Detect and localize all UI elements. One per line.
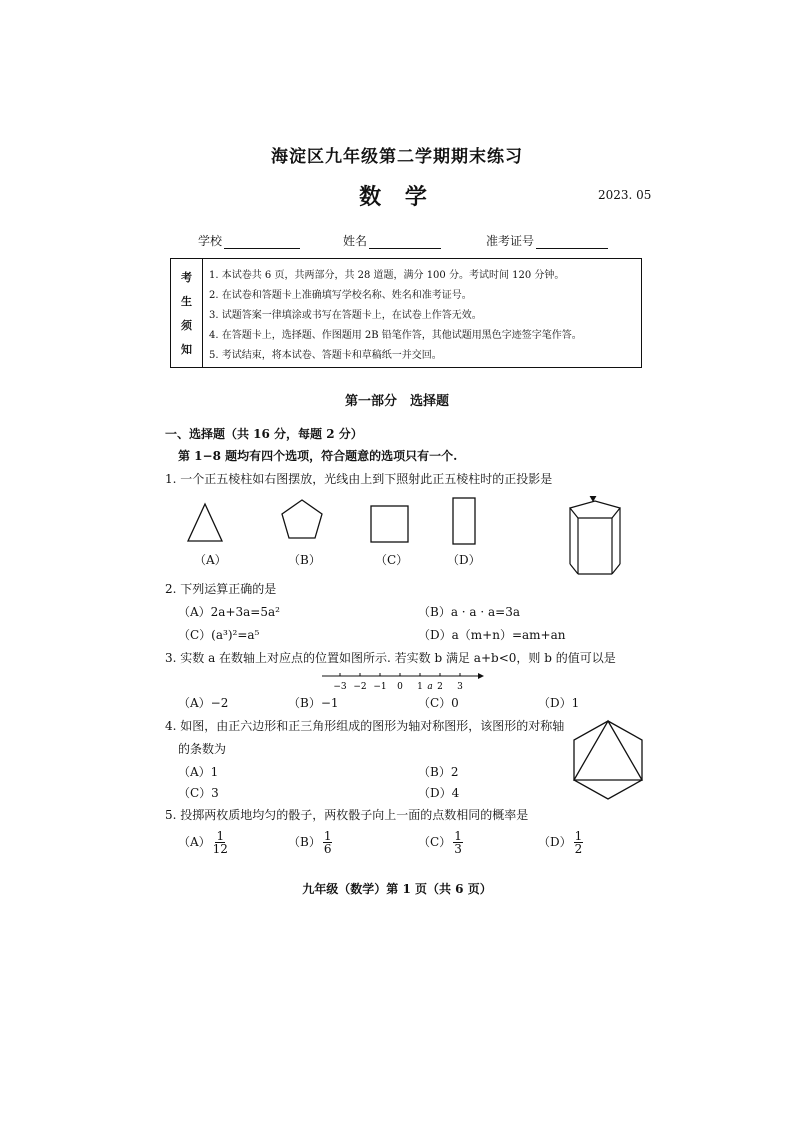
exam-title: 海淀区九年级第二学期期末练习 bbox=[271, 147, 523, 167]
notice-item: 4. 在答题卡上，选择题、作图题用 2B 铅笔作答，其他试题用黑色字迹签字笔作答。 bbox=[209, 329, 582, 341]
q5-stem: 5. 投掷两枚质地均匀的骰子，两枚骰子向上一面的点数相同的概率是 bbox=[165, 808, 529, 822]
q1-option-c[interactable]: （C） bbox=[375, 553, 409, 567]
notice-label-char: 知 bbox=[181, 343, 192, 356]
notice-item: 1. 本试卷共 6 页，共两部分，共 28 道题，满分 100 分。考试时间 120 分钟。 bbox=[209, 269, 565, 281]
exam-date: 2023. 05 bbox=[598, 188, 652, 202]
notice-item: 2. 在试卷和答题卡上准确填写学校名称、姓名和准考证号。 bbox=[209, 289, 472, 301]
q5-option-c[interactable] bbox=[418, 830, 463, 855]
axis-tick-label: 2 bbox=[437, 682, 443, 692]
q4-option-a[interactable]: （A）1 bbox=[178, 765, 219, 779]
axis-tick-label: −2 bbox=[353, 682, 367, 692]
q3-option-b[interactable]: （B）−1 bbox=[288, 696, 339, 710]
notice-label-char: 须 bbox=[181, 319, 192, 332]
q2-option-a[interactable]: （A）2a+3a=5a² bbox=[178, 605, 280, 619]
q1-square-figure bbox=[371, 506, 408, 542]
exam-id-field[interactable] bbox=[486, 232, 608, 249]
q2-option-c[interactable]: （C）(a³)²=a⁵ bbox=[178, 628, 260, 642]
notice-item: 3. 试题答案一律填涂或书写在答题卡上，在试卷上作答无效。 bbox=[209, 309, 482, 321]
q4-stem-line2: 的条数为 bbox=[178, 742, 227, 756]
q5-option-a[interactable] bbox=[178, 830, 228, 855]
fraction-denominator: 2 bbox=[574, 842, 583, 856]
q5-option-b[interactable] bbox=[288, 830, 332, 855]
name-field[interactable] bbox=[343, 232, 441, 249]
fraction-numerator: 1 bbox=[454, 829, 462, 843]
q4-option-d[interactable]: （D）4 bbox=[418, 786, 460, 800]
school-field[interactable] bbox=[198, 232, 300, 249]
q1-option-d[interactable]: （D） bbox=[447, 553, 481, 567]
q3-number-line bbox=[318, 668, 488, 692]
q4-option-b[interactable]: （B）2 bbox=[418, 765, 459, 779]
name-blank[interactable] bbox=[369, 234, 441, 249]
q1-pentagonal-prism-figure bbox=[570, 501, 620, 574]
q1-pentagon-figure bbox=[282, 500, 322, 538]
subject-title: 数 学 bbox=[359, 184, 435, 210]
notice-items bbox=[203, 259, 641, 367]
q5-option-d[interactable] bbox=[538, 830, 583, 855]
q1-stem: 1. 一个正五棱柱如右图摆放，光线由上到下照射此正五棱柱时的正投影是 bbox=[165, 472, 553, 486]
school-label: 学校 bbox=[198, 234, 223, 248]
section-instruction: 第 1−8 题均有四个选项，符合题意的选项只有一个. bbox=[178, 449, 458, 463]
notice-label-char: 生 bbox=[181, 295, 192, 308]
fraction-numerator: 1 bbox=[216, 829, 225, 843]
fraction bbox=[574, 830, 584, 855]
q3-stem: 3. 实数 a 在数轴上对应点的位置如图所示. 若实数 b 满足 a+b<0，则 b 的值可以是 bbox=[165, 651, 616, 665]
fraction-numerator: 1 bbox=[574, 829, 583, 843]
candidate-notice-box bbox=[170, 258, 642, 368]
axis-point-a-label: a bbox=[427, 682, 433, 692]
q2-option-b[interactable]: （B）a · a · a=3a bbox=[418, 605, 521, 619]
fraction-denominator: 6 bbox=[323, 842, 332, 856]
axis-tick-label: 1 bbox=[417, 682, 423, 692]
q2-stem: 2. 下列运算正确的是 bbox=[165, 582, 277, 596]
q4-option-c[interactable]: （C）3 bbox=[178, 786, 219, 800]
fraction bbox=[213, 830, 228, 855]
q1-option-a[interactable]: （A） bbox=[194, 553, 227, 567]
axis-tick-label: −1 bbox=[373, 682, 387, 692]
q3-option-a[interactable]: （A）−2 bbox=[178, 696, 229, 710]
q3-option-c[interactable]: （C）0 bbox=[418, 696, 459, 710]
q1-rectangle-figure bbox=[453, 498, 475, 544]
notice-label-char: 考 bbox=[181, 271, 192, 284]
q4-hexagon-triangle-figure bbox=[570, 718, 646, 802]
q3-option-d[interactable]: （D）1 bbox=[538, 696, 580, 710]
exam-id-blank[interactable] bbox=[536, 234, 608, 249]
fraction bbox=[453, 830, 463, 855]
arrow-down-icon bbox=[589, 496, 597, 501]
fraction bbox=[323, 830, 333, 855]
q2-option-d[interactable]: （D）a（m+n）=am+an bbox=[418, 628, 566, 642]
notice-item: 5. 考试结束，将本试卷、答题卡和草稿纸一并交回。 bbox=[209, 349, 442, 361]
q4-stem-line1: 4. 如图，由正六边形和正三角形组成的图形为轴对称图形，该图形的对称轴 bbox=[165, 719, 565, 733]
axis-tick-label: −3 bbox=[333, 682, 347, 692]
section-title: 一、选择题（共 16 分，每题 2 分） bbox=[165, 427, 363, 441]
q5-option-a-prefix: （A） bbox=[178, 835, 211, 849]
axis-tick-label: 0 bbox=[397, 682, 403, 692]
axis-tick-label: 3 bbox=[457, 682, 463, 692]
q5-option-b-prefix: （B） bbox=[288, 835, 321, 849]
name-label: 姓名 bbox=[343, 234, 368, 248]
fraction-numerator: 1 bbox=[323, 829, 332, 843]
q1-option-b[interactable]: （B） bbox=[288, 553, 321, 567]
triangle-shape bbox=[574, 721, 642, 780]
q5-option-d-prefix: （D） bbox=[538, 835, 572, 849]
hexagon-shape bbox=[574, 721, 642, 799]
fraction-denominator: 12 bbox=[212, 842, 228, 856]
part-title: 第一部分 选择题 bbox=[344, 394, 449, 409]
fraction-denominator: 3 bbox=[454, 842, 462, 856]
school-blank[interactable] bbox=[224, 234, 300, 249]
exam-id-label: 准考证号 bbox=[486, 234, 535, 248]
axis-arrow-icon bbox=[478, 673, 484, 679]
q5-option-c-prefix: （C） bbox=[418, 835, 452, 849]
page-footer: 九年级（数学）第 1 页（共 6 页） bbox=[302, 882, 492, 896]
q1-triangle-figure bbox=[188, 504, 222, 541]
notice-label bbox=[171, 259, 203, 367]
